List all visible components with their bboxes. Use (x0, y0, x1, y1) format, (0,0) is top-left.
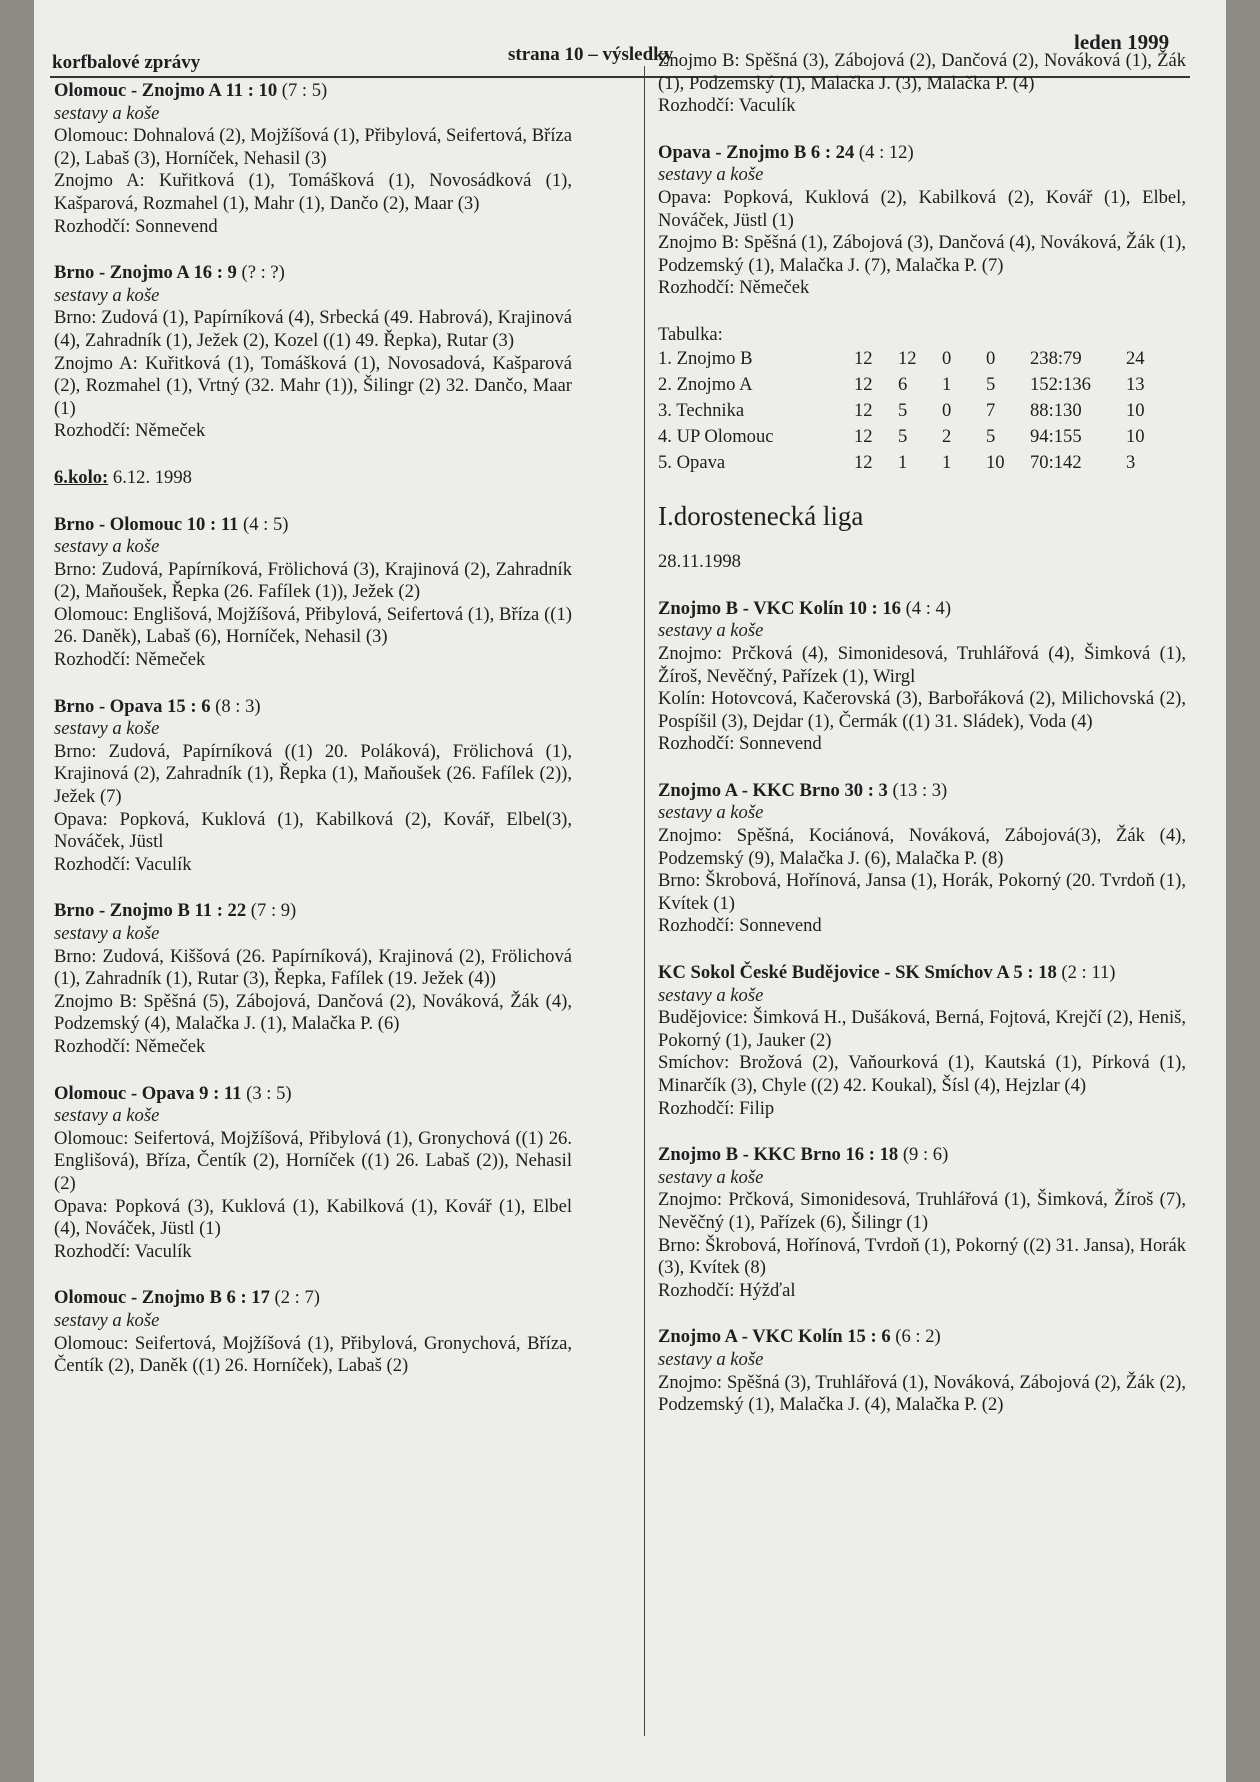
text-line: Olomouc: Dohnalová (2), Mojžíšová (1), Přibylová, Seifertová, Bříza (2), Labaš (3), Horníček, Nehasil (3) (54, 125, 572, 169)
match-heading (658, 1326, 1186, 1349)
match-subtitle: sestavy a koše (658, 802, 764, 824)
match-body: Znojmo: Spěšná (3), Truhlářová (1), Nováková, Zábojová (2), Žák (2), Podzemský (1), Malačka J. (4), Malačka P. (2) (658, 1371, 1186, 1416)
text-line: Brno: Zudová, Kiššová (26. Papírníková), Krajinová (2), Frölichová (1), Zahradník (1), Rutar (3), Řepka, Fafílek (19. Ježek (4)) (54, 945, 572, 990)
text-line: Znojmo: Prčková, Simonidesová, Truhlářová (1), Šimková, Žíroš (7), Nevěčný (1), Pařízek (6), Šilingr (1) (658, 1189, 1186, 1233)
games: 12 (854, 348, 873, 370)
match-halftime: (3 : 5) (241, 1082, 292, 1104)
text-line: Brno: Zudová, Papírníková ((1) 20. Poláková), Frölichová (1), Krajinová (2), Zahradník (1), Řepka (1), Maňoušek (26. Fafílek (2)), Ježek (7) (54, 740, 572, 808)
match-block (54, 696, 572, 877)
text-line: Rozhodčí: Vaculík (54, 1240, 192, 1262)
match-title: KC Sokol České Budějovice - SK Smíchov A 5 : 18 (658, 962, 1057, 984)
score: 152:136 (1030, 374, 1091, 396)
match-subtitle: sestavy a koše (658, 1348, 764, 1370)
left-column (54, 80, 572, 1402)
text-line: Opava: Popková, Kuklová (1), Kabilková (2), Kovář, Elbel(3), Nováček, Jüstl (54, 808, 572, 853)
match-body (658, 50, 1186, 118)
match-body (658, 1007, 1186, 1120)
match-body (658, 1189, 1186, 1302)
text-line: Znojmo A: Kuřitková (1), Tomášková (1), Novosádková (1), Kašparová, Rozmahel (1), Mahr (1), Dančo (2), Maar (3) (54, 170, 572, 214)
match-block (54, 514, 572, 672)
games: 12 (854, 374, 873, 396)
text-line: Rozhodčí: Sonnevend (658, 733, 822, 755)
match-subtitle: sestavy a koše (54, 1105, 160, 1127)
text-line: Opava: Popková, Kuklová (2), Kabilková (2), Kovář (1), Elbel, Nováček, Jüstl (1) (658, 186, 1186, 231)
section-title: I.dorostenecká liga (658, 500, 864, 531)
score: 88:130 (1030, 400, 1082, 422)
text-line: Smíchov: Brožová (2), Vaňourková (1), Kautská (1), Pírková (1), Minarčík (3), Chyle ((2) 42. Koukal), Šísl (4), Hejzlar (4) (658, 1052, 1186, 1096)
match-body (658, 643, 1186, 756)
match-halftime: (2 : 7) (269, 1287, 320, 1309)
match-heading (54, 262, 572, 285)
match-body (658, 825, 1186, 938)
match-halftime: (6 : 2) (890, 1326, 941, 1348)
score: 238:79 (1030, 348, 1082, 370)
draws: 2 (942, 426, 952, 448)
match-body (54, 559, 572, 672)
text-line: Znojmo: Prčková (4), Simonidesová, Truhlářová (4), Šimková (1), Žíroš, Nevěčný, Pařízek (1), Wirgl (658, 642, 1186, 687)
text-line: Rozhodčí: Sonnevend (54, 215, 218, 237)
team-name: 5. Opava (658, 452, 726, 474)
round-label: 6.kolo: (54, 466, 109, 488)
match-subtitle: sestavy a koše (54, 923, 160, 944)
match-title: Znojmo B - VKC Kolín 10 : 16 (658, 597, 901, 619)
match-halftime: (8 : 3) (210, 695, 261, 717)
match-heading (54, 80, 572, 103)
match-block (54, 1083, 572, 1264)
header-right: leden 1999 (1074, 30, 1170, 54)
games: 12 (854, 452, 873, 474)
text-line: Znojmo: Spěšná, Kociánová, Nováková, Zábojová(3), Žák (4), Podzemský (9), Malačka J. (6), Malačka P. (8) (658, 825, 1186, 869)
text-line: Brno: Zudová (1), Papírníková (4), Srbecká (49. Habrová), Krajinová (4), Zahradník (1), Ježek (2), Kozel ((1) 49. Řepka), Rutar (3) (54, 307, 572, 351)
match-subtitle: sestavy a koše (658, 984, 764, 1006)
match-halftime: (7 : 9) (246, 900, 297, 922)
match-title: Opava - Znojmo B 6 : 24 (658, 141, 855, 163)
losses: 5 (986, 426, 996, 448)
match-heading (658, 962, 1186, 985)
games: 12 (854, 426, 873, 448)
losses: 7 (986, 400, 996, 422)
match-halftime: (13 : 3) (887, 779, 948, 801)
match-body: Olomouc: Seifertová, Mojžíšová (1), Přibylová, Gronychová, Bříza, Čentík (2), Daněk ((1) 26. Horníček), Labaš (2) (54, 1332, 572, 1377)
column-divider (644, 66, 645, 1736)
points: 10 (1126, 400, 1145, 422)
text-line: Brno: Zudová, Papírníková, Frölichová (3), Krajinová (2), Zahradník (2), Maňoušek, Řepka (26. Fafílek (1)), Ježek (2) (54, 558, 572, 603)
losses: 10 (986, 452, 1005, 474)
match-title: Brno - Znojmo B 11 : 22 (54, 900, 247, 922)
text-line: Rozhodčí: Němeček (54, 420, 206, 442)
points: 3 (1126, 452, 1136, 474)
match-heading (54, 514, 572, 537)
match-subtitle: sestavy a koše (54, 718, 160, 740)
wins: 6 (898, 374, 908, 396)
text-line: Olomouc: Englišová, Mojžíšová, Přibylová, Seifertová (1), Bříza ((1) 26. Daněk), Labaš (6), Horníček, Nehasil (3) (54, 603, 572, 648)
match-body (54, 307, 572, 443)
match-title: Brno - Olomouc 10 : 11 (54, 513, 239, 535)
match-body (54, 741, 572, 877)
draws: 0 (942, 348, 952, 370)
points: 10 (1126, 426, 1145, 448)
wins: 1 (898, 452, 908, 474)
match-halftime: (2 : 11) (1056, 962, 1116, 984)
text-line: Rozhodčí: Hýžďal (658, 1279, 796, 1301)
text-line: Budějovice: Šimková H., Dušáková, Berná, Fojtová, Krejčí (2), Heniš, Pokorný (1), Jauker (2) (658, 1007, 1186, 1051)
match-block (658, 780, 1186, 938)
table-row (658, 425, 1145, 451)
match-halftime: (7 : 5) (277, 80, 328, 101)
header-center: strana 10 – výsledky (508, 44, 674, 65)
match-subtitle: sestavy a koše (54, 1309, 160, 1331)
team-name: 1. Znojmo B (658, 348, 753, 370)
points: 24 (1126, 348, 1145, 370)
header-left: korfbalové zprávy (52, 52, 201, 73)
standings-table (658, 347, 1145, 477)
match-body (658, 187, 1186, 300)
table-row (658, 399, 1145, 425)
draws: 1 (942, 452, 952, 474)
text-line: Rozhodčí: Němeček (658, 277, 810, 299)
text-line: Znojmo A: Kuřitková (1), Tomášková (1), Novosadová, Kašparová (2), Rozmahel (1), Vrtný (32. Mahr (1)), Šilingr (2) 32. Dančo, Maar (1) (54, 352, 572, 419)
standings-label: Tabulka: (658, 323, 723, 345)
text-line: Znojmo B: Spěšná (1), Zábojová (3), Dančová (4), Nováková, Žák (1), Podzemský (1), Malačka J. (7), Malačka P. (7) (658, 232, 1186, 276)
text-line: Rozhodčí: Němeček (54, 649, 206, 671)
match-title: Olomouc - Znojmo B 6 : 17 (54, 1287, 270, 1309)
match-subtitle: sestavy a koše (658, 620, 764, 642)
match-title: Olomouc - Znojmo A 11 : 10 (54, 80, 278, 101)
match-title: Brno - Opava 15 : 6 (54, 695, 211, 717)
team-name: 3. Technika (658, 400, 745, 422)
losses: 5 (986, 374, 996, 396)
match-block (54, 262, 572, 443)
text-line: Rozhodčí: Filip (658, 1097, 775, 1119)
wins: 12 (898, 348, 917, 370)
score: 70:142 (1030, 452, 1082, 474)
match-block (658, 598, 1186, 756)
match-title: Znojmo A - VKC Kolín 15 : 6 (658, 1326, 891, 1348)
match-heading (54, 900, 572, 923)
match-halftime: (4 : 12) (854, 141, 914, 163)
match-block (658, 1326, 1186, 1416)
match-block (658, 1144, 1186, 1302)
points: 13 (1126, 374, 1145, 396)
team-name: 2. Znojmo A (658, 374, 753, 396)
draws: 0 (942, 400, 952, 422)
match-halftime: (9 : 6) (898, 1144, 949, 1166)
match-heading (54, 1287, 572, 1310)
match-halftime: (? : ?) (236, 262, 285, 284)
match-subtitle: sestavy a koše (658, 164, 764, 186)
match-block (658, 962, 1186, 1120)
score: 94:155 (1030, 426, 1082, 448)
match-heading (54, 1083, 572, 1106)
match-block (54, 1287, 572, 1377)
match-body (54, 125, 572, 238)
match-title: Znojmo A - KKC Brno 30 : 3 (658, 779, 888, 801)
match-halftime: (4 : 4) (900, 597, 952, 619)
match-continuation (658, 50, 1186, 118)
text-line: Znojmo B: Spěšná (5), Zábojová, Dančová (2), Nováková, Žák (4), Podzemský (4), Malačka J. (1), Malačka P. (6) (54, 990, 572, 1035)
match-body (54, 946, 572, 1059)
draws: 1 (942, 374, 952, 396)
right-column (658, 50, 1186, 1441)
text-line: Rozhodčí: Vaculík (54, 853, 192, 875)
match-block (658, 142, 1186, 300)
text-line: Opava: Popková (3), Kuklová (1), Kabilková (1), Kovář (1), Elbel (4), Nováček, Jüstl (1) (54, 1195, 572, 1240)
match-block (54, 80, 572, 238)
match-heading (658, 598, 1186, 621)
match-title: Brno - Znojmo A 16 : 9 (54, 262, 237, 284)
match-subtitle: sestavy a koše (54, 284, 160, 306)
round-date: 6.12. 1998 (108, 466, 192, 488)
text-line: Kolín: Hotovcová, Kačerovská (3), Barbořáková (2), Milichovská (2), Pospíšil (3), Dejdar (1), Čermák ((1) 31. Sládek), Voda (4) (658, 688, 1186, 732)
text-line: Brno: Škrobová, Hořínová, Jansa (1), Horák, Pokorný (20. Tvrdoň (1), Kvítek (1) (658, 870, 1186, 914)
match-halftime: (4 : 5) (238, 513, 289, 535)
text-line: Rozhodčí: Vaculík (658, 95, 796, 117)
text-line: Rozhodčí: Němeček (54, 1035, 206, 1057)
match-title: Znojmo B - KKC Brno 16 : 18 (658, 1144, 899, 1166)
match-block (54, 900, 572, 1058)
match-subtitle: sestavy a koše (54, 536, 160, 558)
table-row (658, 451, 1145, 477)
match-heading (658, 780, 1186, 803)
wins: 5 (898, 426, 908, 448)
text-line: Olomouc: Seifertová, Mojžíšová, Přibylová (1), Gronychová ((1) 26. Englišová), Bříza, Čentík (2), Horníček ((1) 26. Labaš (2)), Nehasil (2) (54, 1127, 572, 1194)
match-heading (658, 1144, 1186, 1167)
match-heading (658, 142, 1186, 165)
text-line: Rozhodčí: Sonnevend (658, 915, 822, 937)
match-subtitle: sestavy a koše (658, 1166, 764, 1188)
round-heading (54, 467, 572, 490)
table-row (658, 373, 1145, 399)
team-name: 4. UP Olomouc (658, 426, 774, 448)
table-row (658, 347, 1145, 373)
match-body (54, 1128, 572, 1264)
losses: 0 (986, 348, 996, 370)
section-date: 28.11.1998 (658, 551, 741, 573)
wins: 5 (898, 400, 908, 422)
match-title: Olomouc - Opava 9 : 11 (54, 1082, 242, 1104)
text-line: Brno: Škrobová, Hořínová, Tvrdoň (1), Pokorný ((2) 31. Jansa), Horák (3), Kvítek (8) (658, 1234, 1186, 1279)
match-subtitle: sestavy a koše (54, 102, 160, 124)
text-line: Znojmo B: Spěšná (3), Zábojová (2), Dančová (2), Nováková (1), Žák (1), Podzemský (1), Malačka J. (3), Malačka P. (4) (658, 50, 1186, 94)
games: 12 (854, 400, 873, 422)
match-heading (54, 696, 572, 719)
